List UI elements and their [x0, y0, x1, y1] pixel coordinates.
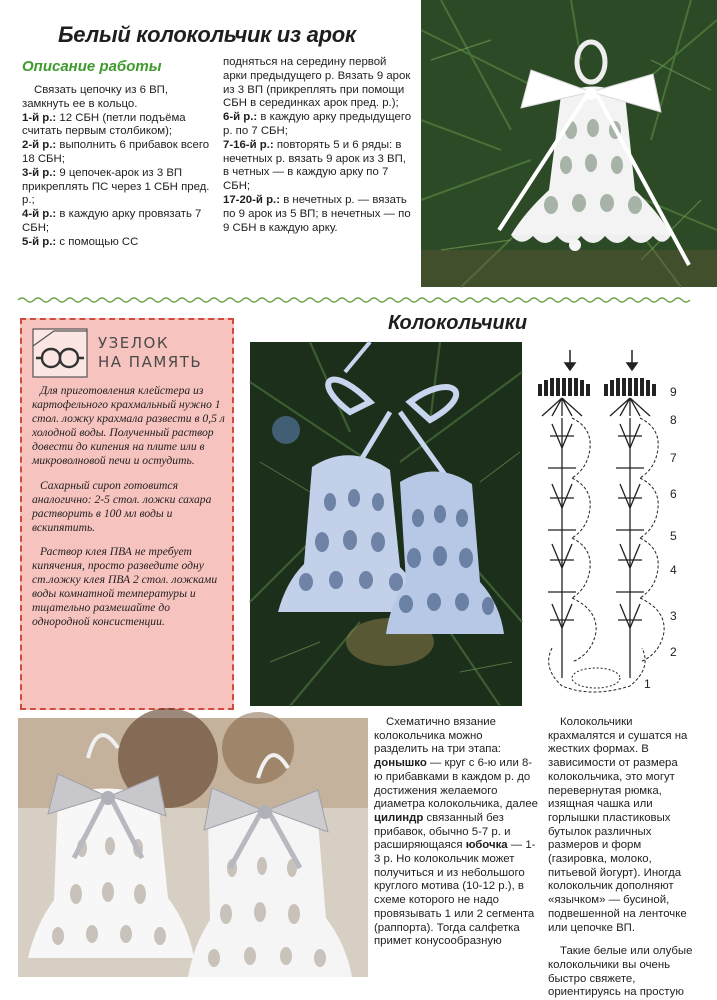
diagram-row-label: 4: [670, 563, 677, 577]
diagram-row-label: 8: [670, 413, 677, 427]
diagram-row-label: 5: [670, 529, 677, 543]
row-instruction: 5-й р.: с помощью СС: [22, 235, 139, 248]
memo-header: [30, 328, 224, 380]
crochet-diagram: [532, 348, 690, 700]
row-instruction: 7-16-й р.: повторять 5 и 6 ряды: в нечетных р. вязать 9 арок из 3 ВП, в четных — в каждую арку по 7 СБН;: [223, 138, 406, 193]
diagram-row-label: 2: [670, 645, 677, 659]
article2-title: Колокольчики: [388, 312, 528, 334]
text-column-c: Схематично вязание колокольчика можно разделить на три этапа: донышко — круг с 6-ю или 8-ю прибавками в каждом р. до достижения желаемого диаметра колокольчика, далее цилиндр связанный без прибавок, обычно 5-7 р. и расширяющаяся юбочка — 1-3 р. Но колокольчик может получиться и из небольшого круглого мотива (10-12 р.), в схеме которого не надо провязывать 1 или 2 сегмента (раппорта). Тогда салфетка примет конусообразную: [374, 716, 538, 948]
instructions-column-1: [22, 84, 218, 250]
row-instruction: 1-й р.: 12 СБН (петли подъёма считать первым столбиком);: [22, 111, 186, 138]
text-column-d: [548, 716, 698, 1000]
row-instruction: 4-й р.: в каждую арку провязать 7 СБН;: [22, 208, 202, 234]
photo-white-bell: [421, 0, 717, 287]
memo-paragraph: Для приготовления клейстера из картофельного крахмальный нужно 1 стол. ложку крахмала развести в 0,5 л холодной воды. Полученный раствор довести до кипения на плите или в микроволновой печи и остудить.: [32, 384, 225, 468]
intro-text: Связать цепочку из 6 ВП, замкнуть ее в кольцо.: [22, 84, 169, 110]
memo-paragraph: Сахарный сироп готовится аналогично: 2-5 стол. ложки сахара растворить в 100 мл воды и вскипятить.: [32, 478, 212, 534]
photo-white-bells-bows: [18, 718, 368, 977]
diagram-row-label: 1: [644, 677, 651, 691]
row-instruction: 2-й р.: выполнить 6 прибавок всего 18 СБН;: [22, 139, 210, 165]
article-title: Белый колокольчик из арок: [58, 22, 356, 47]
diagram-row-label: 3: [670, 609, 677, 623]
memo-paragraph: Раствор клея ПВА не требует кипячения, просто разведите одну ст.ложку клея ПВА 2 стол. ложками воды комнатной температуры и тщательно размешайте до однородной консистенции.: [32, 544, 218, 629]
memo-text: [32, 384, 228, 640]
paragraph: Такие белые или олубые колокольчики вы очень быстро свяжете, ориентируясь на простую: [548, 945, 693, 999]
memo-title: УЗЕЛОК НА ПАМЯТЬ: [98, 334, 203, 371]
row-instruction: 6-й р.: в каждую арку предыдущего р. по 7 СБН;: [223, 111, 412, 137]
knot-icon: [32, 328, 88, 378]
row-continuation: подняться на середину первой арки предыдущего р. Вязать 9 арок из 3 ВП (прикреплять при помощи СБН в серединках арок пред. р.);: [223, 56, 411, 110]
diagram-row-label: 9: [670, 385, 677, 399]
section-subtitle: Описание работы: [22, 58, 162, 75]
instructions-column-2: [223, 56, 413, 235]
diagram-row-label: 7: [670, 451, 677, 465]
wavy-divider: [18, 296, 694, 304]
row-instruction: 3-й р.: 9 цепочек-арок из 3 ВП прикреплять ПС через 1 СБН пред. р.;: [22, 166, 210, 207]
diagram-row-label: 6: [670, 487, 677, 501]
row-instruction: 17-20-й р.: в нечетных р. — вязать по 9 арок из 5 ВП; в нечетных — по 9 СБН в каждую арку.: [223, 193, 411, 234]
memo-box: [20, 318, 234, 710]
paragraph: Колокольчики крахмалятся и сушатся на жестких формах. В зависимости от размера колокольчика, это могут перевернутая рюмка, изящная чашка или горлышки пластиковых бутылок различных размеров и форм (газировка, молоко, питьевой йогурт). Иногда колокольчик дополняют «язычком» — бусиной, подвешенной на ленточке или цепочке ВП.: [548, 716, 688, 934]
photo-blue-bells: [250, 342, 522, 706]
